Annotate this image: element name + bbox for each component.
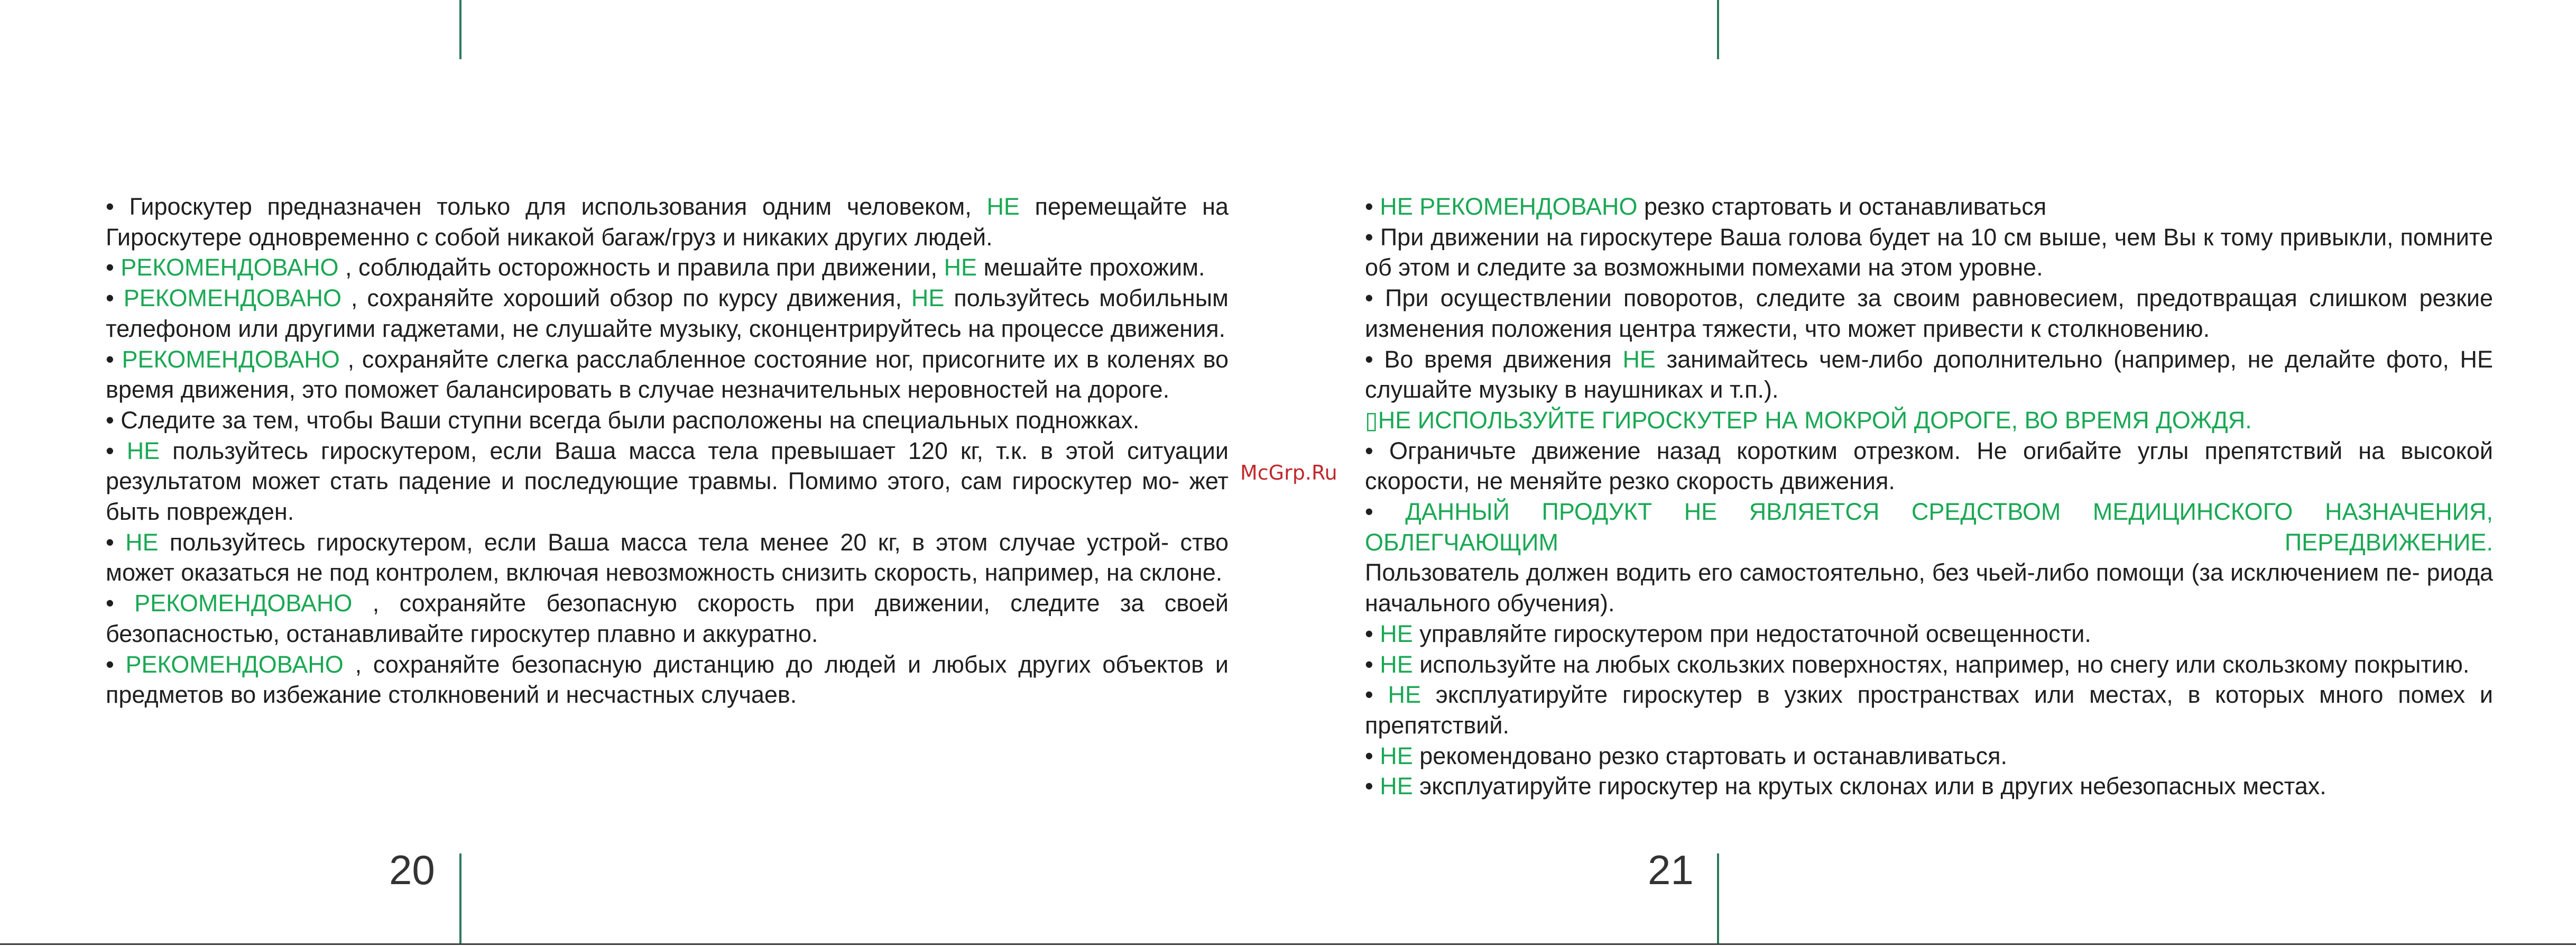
highlight-text: НЕ — [125, 528, 159, 556]
body-text: , сохраняйте слегка расслабленное состояние ног, присогните их в коленях во время движения, это поможет балансировать в случае незначительных неровностей на дороге. — [106, 345, 1229, 403]
top-right-vertical-rule — [1717, 0, 1719, 59]
body-text: • Во время движения — [1365, 345, 1623, 373]
paragraph — [1365, 405, 2493, 436]
body-text: • — [1365, 773, 1380, 800]
paragraph — [1365, 771, 2493, 802]
body-text: • — [1365, 650, 1380, 678]
paragraph — [106, 405, 1229, 436]
body-text: • — [106, 650, 126, 678]
body-text: управляйте гироскутером при недостаточной освещенности. — [1412, 620, 2091, 647]
body-text: • — [1365, 193, 1380, 220]
paragraph — [106, 588, 1229, 649]
highlight-text: НЕ — [1388, 681, 1421, 709]
body-text: , соблюдайть осторожность и правила при движении, — [338, 254, 944, 281]
paragraph — [1365, 741, 2493, 772]
highlight-text: НЕ — [911, 284, 945, 312]
paragraph — [1365, 679, 2493, 740]
body-text: мешайте прохожим. — [977, 254, 1205, 281]
body-text: • — [1365, 498, 1406, 526]
bottom-horizontal-rule — [0, 943, 2576, 945]
body-text: используйте на любых скользких поверхностях, например, но снегу или скользкому покрытию. — [1412, 650, 2470, 678]
paragraph — [1365, 436, 2493, 497]
highlight-text: НЕ — [1380, 650, 1413, 678]
bottom-left-vertical-rule — [459, 853, 461, 943]
body-text: • — [1365, 742, 1380, 769]
body-text: • Гироскутер предназначен только для использования одним человеком, — [106, 193, 987, 220]
highlight-text: РЕКОМЕНДОВАНО — [123, 284, 341, 312]
body-text: пользуйтесь гироскутером, если Ваша масса тела превышает 120 кг, т.к. в этой ситуации результатом может стать падение и последующие травмы. Помимо этого, сам гироскутер мо- жет быть поврежден. — [106, 437, 1229, 526]
body-text: • — [106, 284, 124, 312]
highlight-text: РЕКОМЕНДОВАНО — [122, 345, 340, 373]
paragraph — [1365, 557, 2493, 618]
highlight-text: НЕ — [986, 193, 1020, 220]
paragraph — [1365, 344, 2493, 405]
highlight-text: НЕ — [1622, 345, 1656, 373]
body-text: пользуйтесь гироскутером, если Ваша масса тела менее 20 кг, в этом случае устрой- ство может оказаться не под контролем, включая невозможность снизить скорость, например, на склоне. — [106, 528, 1229, 586]
body-text: • — [106, 345, 122, 373]
body-text: занимайтесь чем-либо дополнительно (например, не делайте фото, НЕ слушайте музыку в наушниках и т.п.). — [1365, 345, 2494, 403]
highlight-text: РЕКОМЕНДОВАНО — [134, 590, 353, 617]
body-text: эксплуатируйте гироскутер на крутых склонах или в других небезопасных местах. — [1412, 773, 2326, 800]
body-text: резко стартовать и останавливаться — [1637, 193, 2047, 220]
highlight-text: НЕ — [126, 437, 160, 464]
left-page-text — [106, 191, 1229, 710]
bottom-right-vertical-rule — [1717, 853, 1719, 943]
body-text: • При осуществлении поворотов, следите за своим равновесием, предотвращая слишком резкие изменения положения центра тяжести, что может привести к столкновению. — [1365, 284, 2493, 342]
body-text: • — [1365, 681, 1388, 709]
paragraph — [106, 252, 1229, 283]
highlight-text: НЕ — [944, 254, 977, 281]
body-text: эксплуатируйте гироскутер в узких пространствах или местах, в которых много помех и препятствий. — [1365, 681, 2493, 739]
body-text: • Следите за тем, чтобы Ваши ступни всегда были расположены на специальных подножках. — [106, 406, 1140, 434]
body-text: , сохраняйте безопасную скорость при движении, следите за своей безопасностью, останавливайте гироскутер плавно и аккуратно. — [106, 590, 1229, 647]
paragraph — [1365, 283, 2493, 344]
highlight-text: РЕКОМЕНДОВАНО — [121, 254, 339, 281]
body-text: • Ограничьте движение назад коротким отрезком. Не огибайте углы препятствий на высокой скорости, не меняйте резко скорость движения. — [1365, 437, 2493, 495]
body-text: пользуйтесь мобильным телефоном или другими гаджетами, не слушайте музыку, сконцентрируйтесь на процессе движения. — [106, 284, 1229, 342]
body-text: рекомендовано резко стартовать и останавливаться. — [1412, 742, 2007, 769]
paragraph — [106, 191, 1229, 252]
paragraph — [106, 527, 1229, 588]
paragraph — [1365, 619, 2493, 649]
right-page-text — [1365, 191, 2493, 802]
body-text: • — [106, 437, 127, 464]
body-text: • — [106, 590, 135, 617]
body-text: • — [106, 528, 126, 556]
watermark: McGrp.Ru — [1240, 461, 1337, 484]
highlight-text: НЕ РЕКОМЕНДОВАНО — [1380, 193, 1638, 220]
body-text: • — [106, 254, 121, 281]
paragraph — [1365, 497, 2493, 557]
top-left-vertical-rule — [459, 0, 461, 59]
paragraph — [106, 283, 1229, 344]
paragraph — [1365, 222, 2493, 283]
paragraph — [106, 649, 1229, 710]
body-text: перемещайте на Гироскутере одновременно с собой никакой багаж/груз и никаких других людей. — [106, 193, 1229, 251]
body-text: Пользователь должен водить его самостоятельно, без чьей-либо помощи (за исключением пе- риода начального обучения). — [1365, 559, 2493, 617]
body-text: , сохраняйте безопасную дистанцию до людей и любых других объектов и предметов во избежание столкновений и несчастных случаев. — [106, 650, 1229, 709]
body-text: • — [1365, 620, 1380, 647]
highlight-text: ДАННЫЙ ПРОДУКТ НЕ ЯВЛЯЕТСЯ СРЕДСТВОМ МЕДИЦИНСКОГО НАЗНАЧЕНИЯ, ОБЛЕГЧАЮЩИМ ПЕРЕДВИЖЕНИЕ. — [1365, 498, 2493, 556]
highlight-text: НЕ — [1380, 742, 1413, 769]
left-page-number: 20 — [389, 847, 435, 893]
body-text: , сохраняйте хороший обзор по курсу движения, — [341, 284, 911, 312]
highlight-text: НЕ — [1380, 620, 1413, 647]
highlight-text: НЕ — [1380, 773, 1413, 800]
paragraph — [106, 344, 1229, 405]
paragraph — [1365, 191, 2493, 222]
paragraph — [1365, 649, 2493, 680]
highlight-text: РЕКОМЕНДОВАНО — [125, 650, 344, 678]
highlight-text: ▯НЕ ИСПОЛЬЗУЙТЕ ГИРОСКУТЕР НА МОКРОЙ ДОРОГЕ, ВО ВРЕМЯ ДОЖДЯ. — [1365, 406, 2252, 434]
right-page-number: 21 — [1648, 847, 1694, 893]
body-text: • При движении на гироскутере Ваша голова будет на 10 см выше, чем Вы к тому привыкли, помните об этом и следите за возможными помехами на этом уровне. — [1365, 223, 2493, 281]
paragraph — [106, 436, 1229, 527]
